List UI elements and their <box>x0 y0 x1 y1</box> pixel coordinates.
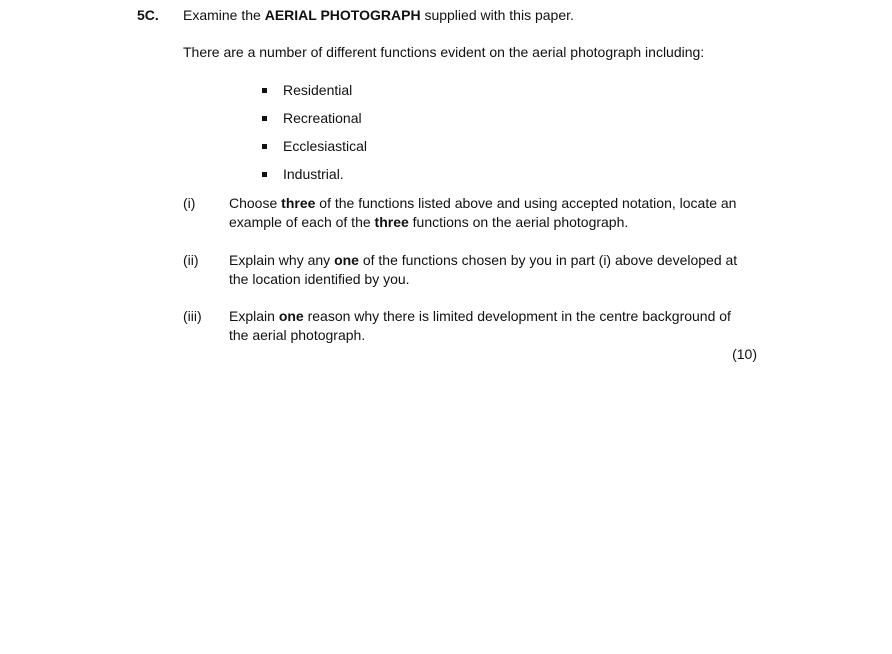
bullet-icon <box>262 172 267 177</box>
function-list <box>262 81 367 193</box>
text-run: Explain <box>229 308 279 324</box>
intro-bold: AERIAL PHOTOGRAPH <box>264 7 421 23</box>
part-line: the aerial photograph. <box>229 327 366 343</box>
text-run: of the functions chosen by you in part (i) above developed at <box>358 252 738 268</box>
question-lead: There are a number of different functions evident on the aerial photograph including: <box>183 44 705 60</box>
bullet-icon <box>262 88 267 93</box>
question-intro <box>183 6 574 25</box>
bullet-icon <box>262 116 267 121</box>
part-number: (i) <box>183 195 196 211</box>
function-label: Recreational <box>283 110 362 126</box>
part-number: (ii) <box>183 252 199 268</box>
function-label: Ecclesiastical <box>283 138 368 154</box>
part-line: the location identified by you. <box>229 271 410 287</box>
part-text <box>229 251 749 289</box>
part-line <box>229 213 749 232</box>
text-run: functions on the aerial photograph. <box>408 214 629 230</box>
bullet-icon <box>262 144 267 149</box>
list-item <box>262 165 367 193</box>
intro-pre: Examine the <box>183 7 265 23</box>
emphasis: three <box>281 195 316 211</box>
intro-post: supplied with this paper. <box>420 7 574 23</box>
function-label: Industrial. <box>283 166 344 182</box>
text-run: reason why there is limited development in the centre background of <box>303 308 731 324</box>
emphasis: one <box>278 308 304 324</box>
text-run: Choose <box>229 195 282 211</box>
question-number: 5C. <box>137 7 159 23</box>
part-text <box>229 194 749 232</box>
list-item <box>262 137 367 165</box>
marks-allocation: (10) <box>732 346 757 362</box>
part-line <box>229 307 749 326</box>
list-item <box>262 109 367 137</box>
function-label: Residential <box>283 82 353 98</box>
text-run: Explain why any <box>229 252 335 268</box>
text-run: example of each of the <box>229 214 375 230</box>
emphasis: one <box>334 252 359 268</box>
part-line <box>229 251 749 270</box>
part-number: (iii) <box>183 308 202 324</box>
text-run: of the functions listed above and using accepted notation, locate an <box>315 195 737 211</box>
part-line <box>229 194 749 213</box>
list-item <box>262 81 367 109</box>
part-text <box>229 307 749 345</box>
emphasis: three <box>374 214 409 230</box>
